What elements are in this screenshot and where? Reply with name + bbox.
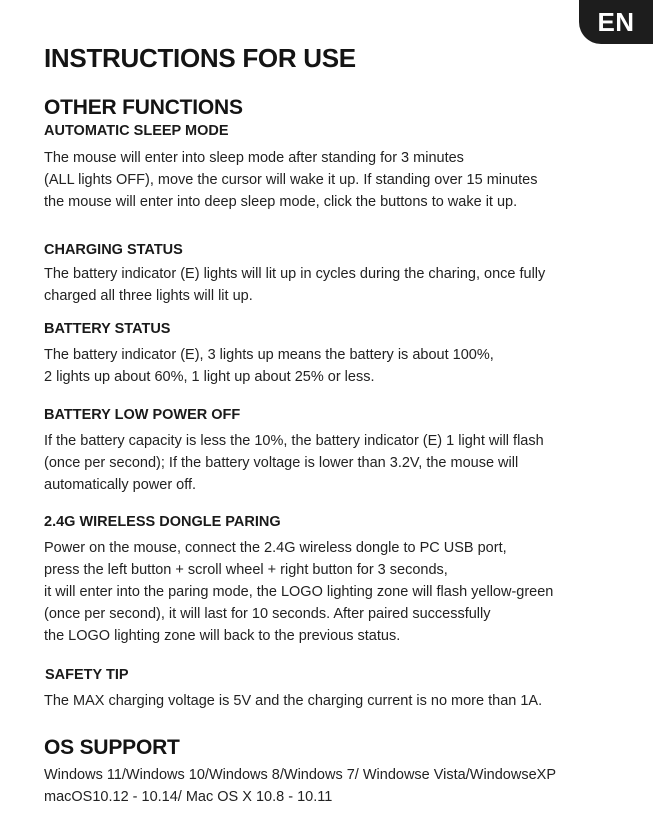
text-line: it will enter into the paring mode, the LOGO lighting zone will flash yellow-green (44, 584, 554, 600)
text-line: (ALL lights OFF), move the cursor will wake it up. If standing over 15 minutes (44, 172, 538, 188)
os-support-heading: OS SUPPORT (44, 736, 180, 759)
text-line: automatically power off. (44, 477, 197, 493)
text-line: The battery indicator (E), 3 lights up means the battery is about 100%, (44, 347, 494, 363)
dongle-paring-title: 2.4G WIRELESS DONGLE PARING (44, 514, 281, 530)
text-line: The MAX charging voltage is 5V and the charging current is no more than 1A. (44, 693, 543, 709)
text-line: Power on the mouse, connect the 2.4G wireless dongle to PC USB port, (44, 540, 507, 556)
automatic-sleep-mode-text (44, 147, 537, 213)
text-line: If the battery capacity is less the 10%, the battery indicator (E) 1 light will flash (44, 433, 544, 449)
other-functions-heading: OTHER FUNCTIONS (44, 96, 243, 119)
text-line: charged all three lights will lit up. (44, 288, 253, 304)
safety-tip-text (44, 690, 542, 712)
text-line: the LOGO lighting zone will back to the previous status. (44, 628, 401, 644)
text-line: 2 lights up about 60%, 1 light up about 25% or less. (44, 369, 375, 385)
text-line: press the left button + scroll wheel + right button for 3 seconds, (44, 562, 448, 578)
charging-status-text (44, 263, 545, 307)
automatic-sleep-mode-title: AUTOMATIC SLEEP MODE (44, 123, 229, 139)
language-badge: EN (579, 0, 653, 44)
text-line: the mouse will enter into deep sleep mode, click the buttons to wake it up. (44, 194, 518, 210)
charging-status-title: CHARGING STATUS (44, 242, 183, 258)
safety-tip-title: SAFETY TIP (45, 667, 129, 683)
battery-low-power-off-text (44, 430, 544, 496)
os-support-text (44, 764, 556, 808)
dongle-paring-text (44, 537, 553, 647)
text-line: macOS10.12 - 10.14/ Mac OS X 10.8 - 10.11 (44, 789, 333, 805)
text-line: The mouse will enter into sleep mode after standing for 3 minutes (44, 150, 464, 166)
text-line: (once per second); If the battery voltage is lower than 3.2V, the mouse will (44, 455, 519, 471)
battery-status-text (44, 344, 494, 388)
text-line: Windows 11/Windows 10/Windows 8/Windows 7/ Windowse Vista/WindowseXP (44, 767, 556, 783)
text-line: (once per second), it will last for 10 seconds. After paired successfully (44, 606, 491, 622)
battery-status-title: BATTERY STATUS (44, 321, 171, 337)
page-title: INSTRUCTIONS FOR USE (44, 43, 356, 73)
battery-low-power-off-title: BATTERY LOW POWER OFF (44, 407, 241, 423)
text-line: The battery indicator (E) lights will lit up in cycles during the charing, once fully (44, 266, 546, 282)
